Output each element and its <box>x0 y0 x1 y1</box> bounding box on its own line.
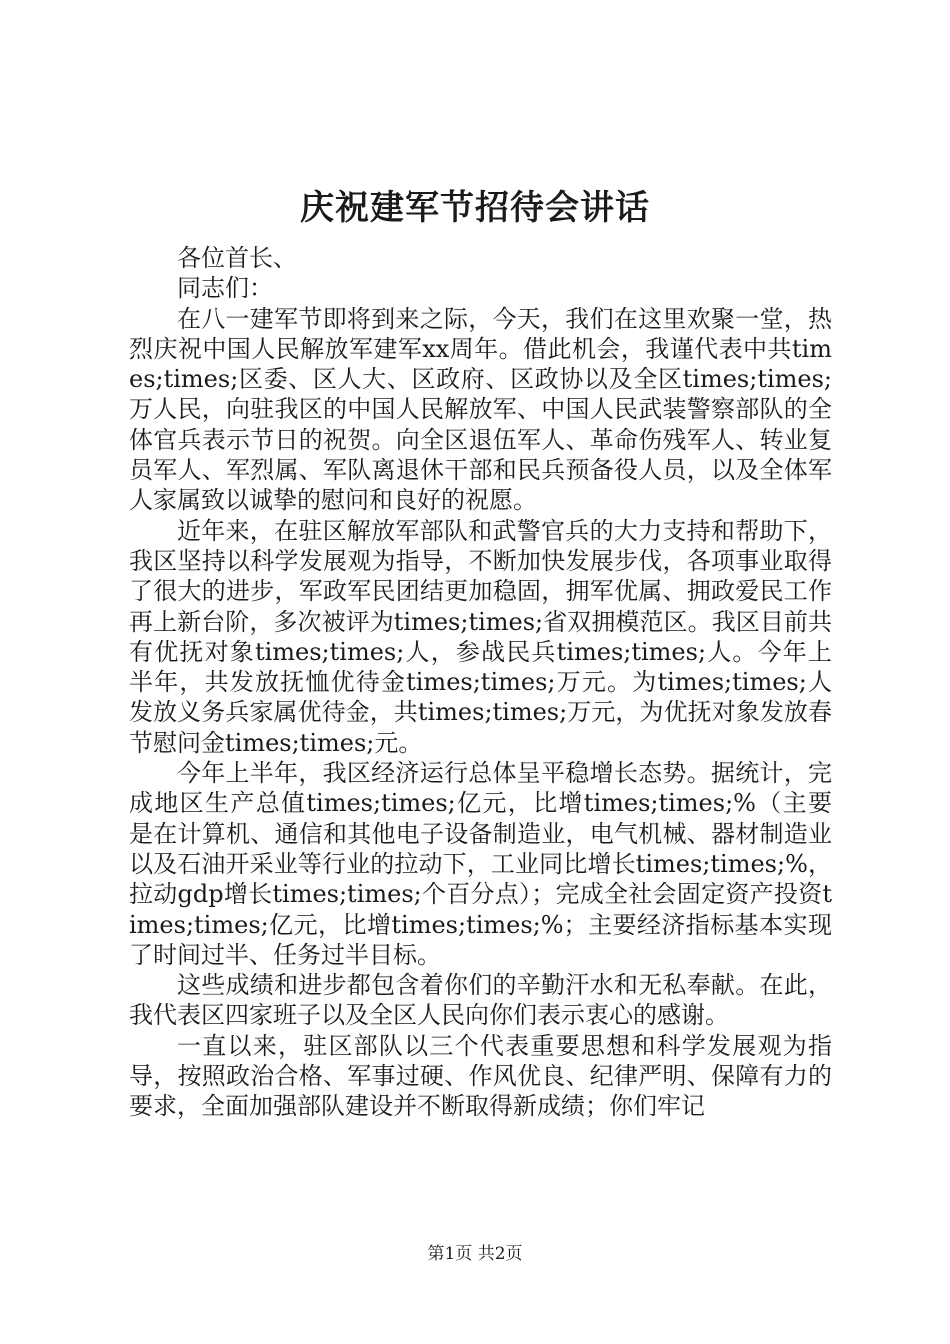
body-paragraph: 在八一建军节即将到来之际，今天，我们在这里欢聚一堂，热烈庆祝中国人民解放军建军xx周年。借此机会，我谨代表中共times;times;区委、区人大、区政府、区政协以及全区times;times;万人民，向驻我区的中国人民解放军、中国人民武装警察部队的全体官兵表示节日的祝贺。向全区退伍军人、革命伤残军人、转业复员军人、军烈属、军队离退休干部和民兵预备役人员，以及全体军人家属致以诚挚的慰问和良好的祝愿。 <box>129 304 832 515</box>
body-paragraph: 一直以来，驻区部队以三个代表重要思想和科学发展观为指导，按照政治合格、军事过硬、作风优良、纪律严明、保障有力的要求，全面加强部队建设并不断取得新成绩；你们牢记 <box>129 1031 832 1121</box>
body-paragraph: 这些成绩和进步都包含着你们的辛勤汗水和无私奉献。在此，我代表区四家班子以及全区人民向你们表示衷心的感谢。 <box>129 971 832 1030</box>
salutation-line: 各位首长、 <box>177 244 297 272</box>
document-title: 庆祝建军节招待会讲话 <box>300 188 650 228</box>
salutation-line: 同志们： <box>177 274 273 303</box>
page-footer: 第1页 共2页 <box>427 1244 523 1264</box>
document-body <box>129 243 832 1122</box>
body-paragraph: 近年来，在驻区解放军部队和武警官兵的大力支持和帮助下，我区坚持以科学发展观为指导，不断加快发展步伐，各项事业取得了很大的进步，军政军民团结更加稳固，拥军优属、拥政爱民工作再上新台阶，多次被评为times;times;省双拥模范区。我区目前共有优抚对象times;times;人，参战民兵times;times;人。今年上半年，共发放抚恤优待金times;times;万元。为times;times;人发放义务兵家属优待金，共times;times;万元，为优抚对象发放春节慰问金times;times;元。 <box>129 516 832 757</box>
body-paragraph: 今年上半年，我区经济运行总体呈平稳增长态势。据统计，完成地区生产总值times;times;亿元，比增times;times;%（主要是在计算机、通信和其他电子设备制造业，电气机械、器材制造业以及石油开采业等行业的拉动下，工业同比增长times;times;%，拉动gdp增长times;times;个百分点）；完成全社会固定资产投资times;times;亿元，比增times;times;%；主要经济指标基本实现了时间过半、任务过半目标。 <box>129 759 832 969</box>
